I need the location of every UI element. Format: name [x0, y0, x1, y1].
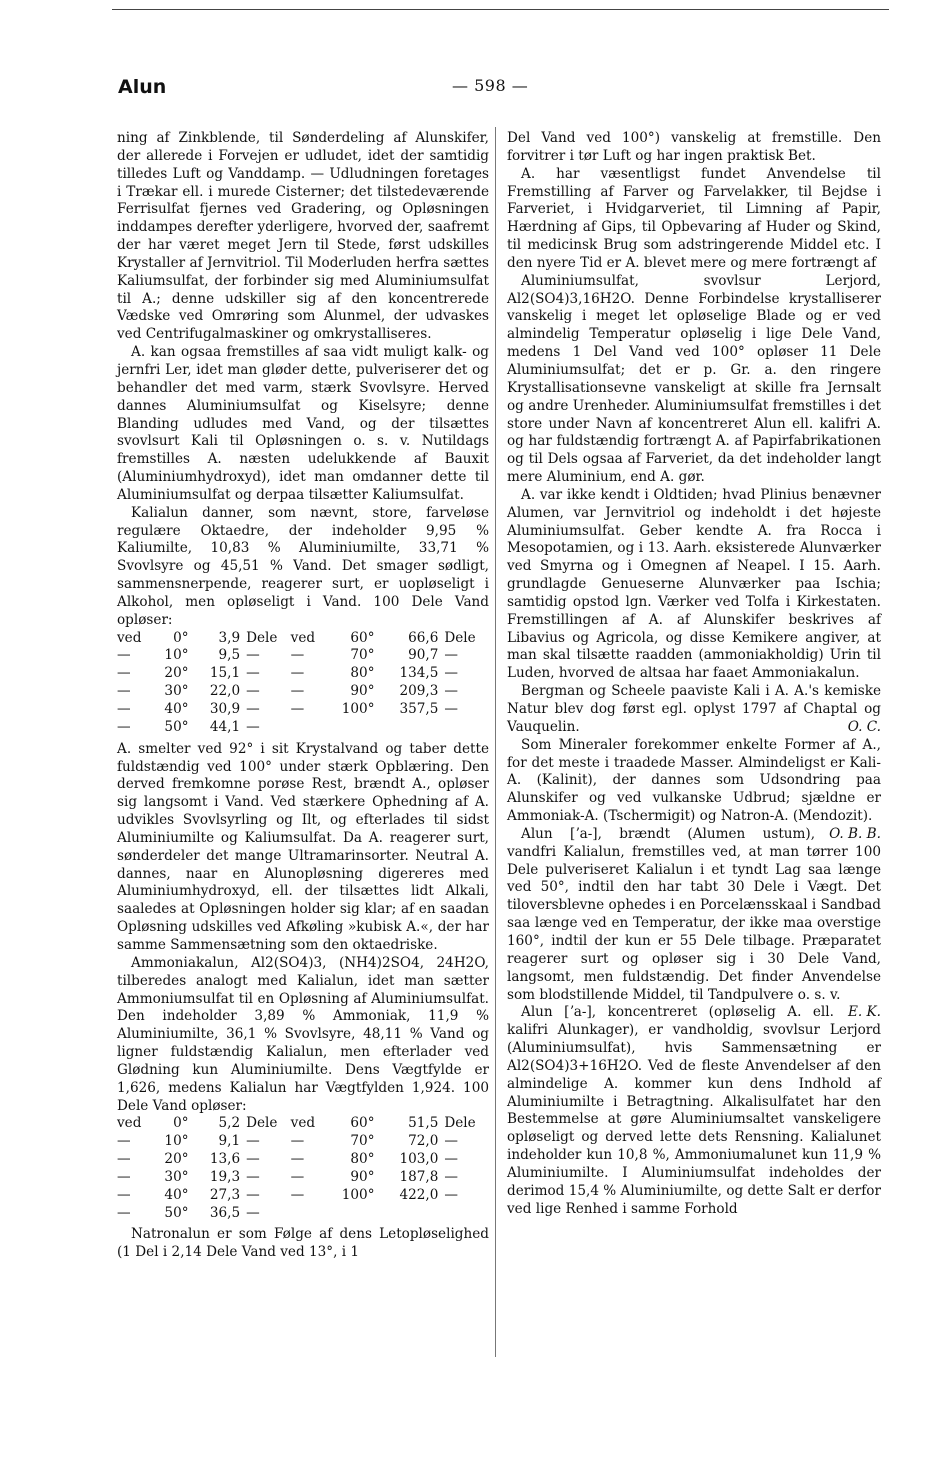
- table-cell: —: [290, 683, 305, 700]
- table-cell: —: [246, 665, 260, 682]
- table-cell: 90,7: [408, 647, 439, 664]
- table-cell: Dele: [444, 629, 476, 646]
- paragraph-text: Alun [ʼa-], brændt (Alumen ustum), vandfri Kalialun, fremstilles ved, at man tørrer 100 Dele pulveriseret Kalialun i et tyndt Lag saa længe ved 50°, indtil den har tabt 30 Dele i Vægt. Det tiloversblevne ophedes i en Porcelænsskaal i Sandbad saa længe ved en Temperatur, der ikke maa overstige 160°, indtil der kun er 55 Dele tilbage. Præparatet reagerer surt og opløser sig i 30 Dele Vand, langsomt, men fuldstændig. Det finder Anvendelse som blodstillende Middel, til Tandpulvere o. s. v.: [507, 825, 881, 1003]
- table-cell: 80°: [350, 665, 375, 682]
- solubility-table-kalialun: [117, 630, 489, 737]
- table-cell: 40°: [164, 701, 189, 717]
- table-cell: —: [246, 718, 260, 735]
- table-row: [117, 1133, 489, 1151]
- table-cell: 51,5: [408, 1115, 439, 1132]
- table-cell: —: [444, 665, 458, 682]
- table-cell: 40°: [164, 1186, 189, 1203]
- paragraph: Natronalun er som Følge af dens Letopløselighed (1 Del i 2,14 Dele Vand ved 13°, i 1: [117, 1226, 489, 1261]
- table-cell: 60°: [350, 629, 375, 646]
- table-row: [117, 630, 489, 648]
- table-cell: [381, 1205, 445, 1223]
- table-cell: Dele: [246, 629, 278, 646]
- table-cell: 100°: [341, 1186, 375, 1203]
- table-cell: —: [117, 683, 131, 700]
- table-cell: 5,2: [218, 1115, 241, 1132]
- table-cell: 357,5: [399, 701, 439, 717]
- table-cell: —: [444, 701, 458, 717]
- table-cell: —: [117, 647, 131, 664]
- table-cell: —: [290, 1186, 305, 1203]
- author-signature: O. C.: [847, 718, 881, 735]
- column-divider: [495, 127, 496, 1357]
- table-cell: —: [246, 647, 260, 664]
- table-cell: 20°: [164, 1151, 189, 1168]
- table-cell: —: [246, 1151, 260, 1168]
- table-cell: —: [290, 701, 305, 717]
- table-cell: —: [117, 1204, 131, 1221]
- table-row: [117, 1151, 489, 1169]
- table-cell: [291, 719, 326, 737]
- table-cell: 27,3: [209, 1186, 241, 1203]
- table-cell: —: [444, 1151, 458, 1168]
- paragraph: Kalialun danner, som nævnt, store, farveløse regulære Oktaedre, der indeholder 9,95 % Kaliumilte, 10,83 % Aluminiumilte, 33,71 % Svovlsyre og 45,51 % Vand. Det smager sødligt, sammensnerpende, reagerer surt, er uopløseligt i Alkohol, men opløseligt i Vand. 100 Dele Vand opløser:: [117, 504, 489, 628]
- table-cell: 80°: [350, 1151, 375, 1168]
- table-cell: Dele: [246, 1115, 278, 1132]
- table-cell: —: [290, 665, 305, 682]
- table-cell: 0°: [173, 629, 189, 646]
- table-cell: ved: [117, 1115, 142, 1132]
- table-cell: [325, 1205, 380, 1223]
- table-cell: —: [246, 1204, 260, 1221]
- paragraph: [507, 736, 881, 842]
- paragraph: Del Vand ved 100°) vanskelig at fremstille. Den forvitrer i tør Luft og har ingen praktisk Bet.: [507, 130, 881, 164]
- table-cell: —: [246, 1168, 260, 1185]
- table-cell: 90°: [350, 683, 375, 700]
- table-cell: [444, 1205, 489, 1223]
- table-cell: ved: [117, 629, 142, 646]
- table-cell: 72,0: [408, 1133, 439, 1150]
- table-cell: 30,9: [209, 701, 241, 717]
- table-cell: 15,1: [209, 665, 241, 682]
- paragraph: A. har væsentligst fundet Anvendelse til Fremstilling af Farver og Farvelakker, til Bejdse i Farveriet, i Hvidgarveriet, til Limning af Papir, Hærdning af Gips, til Opbevaring af Huder og Skind, til medicinsk Brug som adstringerende Middel etc. I den nyere Tid er A. blevet mere og mere fortrængt af: [507, 165, 881, 271]
- paragraph: A. smelter ved 92° i sit Krystalvand og taber dette fuldstændig ved 100° under stærk Opblæring. Den derved fremkomne porøse Rest, brændt A., opløser sig langsomt i Vand. Ved stærkere Ophedning af A. udvikles Svovlsyrling og Ilt, og efterlades til sidst Aluminiumilte og Kaliumsulfat. Da A. reagerer surt, sønderdeler det mange Ultramarinsorter. Neutral A. dannes, naar en Alunopløsning digereres med Aluminiumhydroxyd, ell. der tilsættes lidt Alkali, saaledes at Opløsningen holder sig klar; af en saadan Opløsning udskilles ved Afkøling »kubisk A.«, der har samme Sammensætning som den oktaedriske.: [117, 740, 489, 953]
- table-cell: —: [117, 1133, 131, 1150]
- table-cell: 30°: [164, 1168, 189, 1185]
- table-cell: —: [117, 701, 131, 717]
- table-cell: —: [246, 701, 260, 717]
- table-cell: 3,9: [218, 629, 241, 646]
- table-cell: —: [117, 1186, 131, 1203]
- table-cell: —: [246, 1186, 260, 1203]
- table-cell: ved: [290, 629, 316, 646]
- table-cell: —: [290, 1151, 305, 1168]
- table-cell: —: [444, 1133, 458, 1150]
- table-cell: [325, 719, 380, 737]
- table-cell: —: [444, 647, 458, 664]
- table-cell: 50°: [164, 718, 189, 735]
- paragraph: Alun [ʼa-], koncentreret (opløselig A. ell. kalifri Alunkager), er vandholdig, svovlsur Lerjord (Aluminiumsulfat), hvis Sammensætning er Al2(SO4)3+16H2O. Ved de fleste Anvendelser af den almindelige A. kommer kun dens Indhold af Aluminiumilte i Betragtning. Alkalisulfatet har den Bestemmelse at gøre Aluminiumsaltet vanskeligere opløseligt og derved lette dets Rensning. Kalialunet indeholder kun 10,8 %, Ammoniumalunet kun 11,9 % Aluminiumilte. I Aluminiumsulfat indeholdes der derimod 15,4 % Aluminiumilte, og dette Salt er derfor ved lige Renhed i samme Forhold: [507, 1004, 881, 1217]
- table-cell: 10°: [164, 647, 189, 664]
- solubility-table-ammoniakalun: [117, 1115, 489, 1222]
- table-cell: 70°: [350, 647, 375, 664]
- table-cell: 103,0: [399, 1151, 439, 1168]
- paragraph: Aluminiumsulfat, svovlsur Lerjord, Al2(SO4)3,16H2O. Denne Forbindelse krystalliserer vanskelig i meget let opløselige Blade og er ved almindelig Temperatur opløselig i lige Dele Vand, medens 1 Del Vand ved 100° opløser 11 Dele Aluminiumsulfat; det er p. Gr. a. den ringere Krystallisationsevne vanskeligt at skille fra Jernsalt og andre Urenheder. Aluminiumsulfat fremstilles i det store under Navn af koncentreret Alun ell. kalifri A. og har fuldstændig fortrængt A. af Papirfabrikationen og til Dels ogsaa af Farveriet, da det indeholder langt mere Aluminium, end A. gør.: [507, 272, 881, 486]
- table-cell: —: [290, 647, 305, 664]
- table-cell: 13,6: [209, 1151, 241, 1168]
- table-cell: 100°: [341, 701, 375, 717]
- table-cell: 0°: [173, 1115, 189, 1132]
- table-cell: —: [246, 1133, 260, 1150]
- table-cell: 422,0: [399, 1186, 439, 1203]
- table-cell: —: [117, 1151, 131, 1168]
- table-row: [117, 701, 489, 719]
- table-cell: —: [290, 1168, 305, 1185]
- paragraph: ning af Zinkblende, til Sønderdeling af Alunskifer, der allerede i Forvejen er udludet, idet der samtidig tilledes Luft og Vanddamp. — Udludningen foretages i Trækar ell. i murede Cisterner; det tilstedeværende Ferrisulfat fjernes ved Gradering, og Opløsningen inddampes derefter yderligere, hvorved der, saafremt der har været meget Jern til Stede, først udskilles Krystaller af Jernvitriol. Til Moderluden herfra sættes Kaliumsulfat, der forbinder sig med Aluminiumsulfat til A.; denne udskiller sig af den koncentrerede Vædske ved Omrøring som Alunmel, der udvaskes ved Centrifugalmaskiner og omkrystalliseres.: [117, 130, 489, 343]
- paragraph: A. var ikke kendt i Oldtiden; hvad Plinius benævner Alumen, var Jernvitriol og indeholdt i det højeste Aluminiumsulfat. Geber kendte A. fra Rocca i Mesopotamien, og i 13. Aarh. eksisterede Alunværker ved Smyrna og i Omegnen af Neapel. I 15. Aarh. grundlagde Genueserne Alunværker paa Ischia; samtidig opstod lgn. Værker ved Tolfa i Kirkestaten. Fremstillingen af A. af Alunskifer beskrives af Libavius og Agricola, og disse Kemikere angiver, at man skal tilsætte raadden (ammoniakholdig) Urin til Luden, hvorved de altsaa har faaet Ammoniakalun.: [507, 486, 881, 682]
- table-cell: 9,5: [218, 647, 241, 664]
- top-rule: [112, 9, 889, 10]
- table-cell: 134,5: [399, 665, 439, 682]
- table-row: [117, 1187, 489, 1205]
- table-cell: 60°: [350, 1115, 375, 1132]
- table-cell: [444, 719, 489, 737]
- table-cell: —: [444, 683, 458, 700]
- table-cell: 90°: [350, 1168, 375, 1185]
- table-cell: 187,8: [399, 1168, 439, 1185]
- left-column: [117, 130, 489, 1262]
- table-cell: 50°: [164, 1204, 189, 1221]
- table-cell: Dele: [444, 1115, 476, 1132]
- table-cell: 9,1: [218, 1133, 241, 1150]
- paragraph: [507, 683, 881, 737]
- table-cell: 36,5: [209, 1204, 241, 1221]
- table-row: [117, 665, 489, 683]
- table-cell: —: [117, 1168, 131, 1185]
- table-cell: —: [444, 1186, 458, 1203]
- table-cell: 209,3: [399, 683, 439, 700]
- table-cell: ved: [290, 1115, 316, 1132]
- table-row: [117, 1115, 489, 1133]
- head-word: Alun: [118, 76, 167, 98]
- table-row: [117, 1205, 489, 1223]
- table-cell: 22,0: [209, 683, 241, 700]
- table-cell: —: [444, 1168, 458, 1185]
- table-cell: —: [246, 683, 260, 700]
- table-cell: 70°: [350, 1133, 375, 1150]
- table-row: [117, 719, 489, 737]
- paragraph: A. kan ogsaa fremstilles af saa vidt muligt kalk- og jernfri Ler, idet man gløder dette, pulveriserer det og behandler det med varm, stærk Svovlsyre. Herved dannes Aluminiumsulfat og Kiselsyre; denne Blanding udludes med Vand, og der tilsættes svovlsurt Kali til Opløsningen o. s. v. Nutildags fremstilles A. næsten udelukkende af Bauxit (Aluminiumhydroxyd), idet man omdanner dette til Aluminiumsulfat og derpaa tilsætter Kaliumsulfat.: [117, 344, 489, 503]
- right-column: [507, 130, 881, 1218]
- table-cell: —: [117, 718, 131, 735]
- table-cell: —: [290, 1133, 305, 1150]
- table-cell: 20°: [164, 665, 189, 682]
- table-row: [117, 647, 489, 665]
- author-signature: E. K.: [847, 1004, 881, 1021]
- paragraph-text: Som Mineraler forekommer enkelte Former af A., for det meste i traadede Masser. Almindeligst er Kali-A. (Kalinit), der dannes som Udsondring paa Alunskifer og ved vulkanske Udbrud; sjældne er Ammoniak-A. (Tschermigit) og Natron-A. (Mendozit).: [507, 736, 881, 825]
- table-row: [117, 1169, 489, 1187]
- table-cell: 19,3: [209, 1168, 241, 1185]
- page-number: — 598 —: [452, 76, 529, 95]
- table-cell: [291, 1205, 326, 1223]
- author-signature: O. B. B.: [829, 825, 881, 842]
- table-cell: 30°: [164, 683, 189, 700]
- paragraph: Ammoniakalun, Al2(SO4)3, (NH4)2SO4, 24H2O, tilberedes analogt med Kalialun, idet man sætter Ammoniumsulfat til en Opløsning af Aluminiumsulfat. Den indeholder 3,89 % Ammoniak, 11,9 % Aluminiumilte, 36,1 % Svovlsyre, 48,11 % Vand og ligner fuldstændig Kalialun, men efterlader ved Glødning kun Aluminiumilte. Dens Vægtfylde er 1,626, medens Kalialun har Vægtfylden 1,924. 100 Dele Vand opløser:: [117, 954, 489, 1114]
- table-cell: —: [117, 665, 131, 682]
- table-cell: 10°: [164, 1133, 189, 1150]
- paragraph: [507, 825, 881, 1021]
- paragraph-text: Bergman og Scheele paaviste Kali i A. A.'s kemiske Natur blev dog først egl. oplyst 1797 af Chaptal og Vauquelin.: [507, 683, 881, 735]
- table-cell: 66,6: [408, 629, 439, 646]
- table-cell: [381, 719, 445, 737]
- table-row: [117, 683, 489, 701]
- table-cell: 44,1: [209, 718, 241, 735]
